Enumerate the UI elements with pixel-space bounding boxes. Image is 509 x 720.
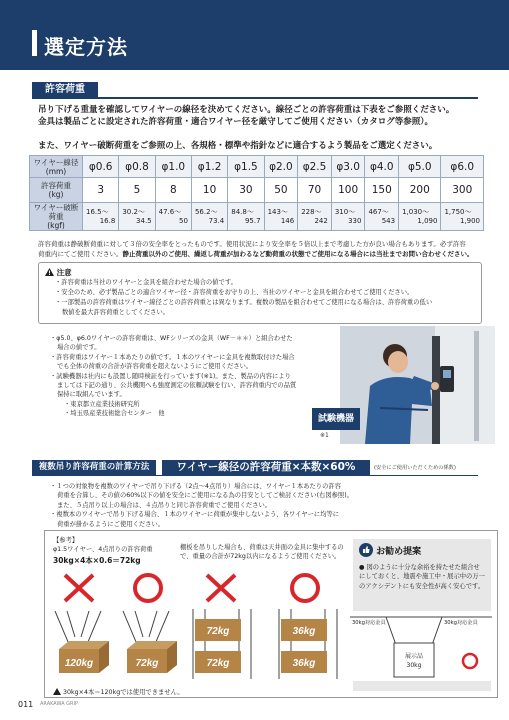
page-number: 011 (18, 700, 34, 709)
caution-item: 数値を最大許容荷重としてください。 (62, 309, 170, 316)
caution-list (55, 278, 475, 318)
diameter-cell: φ0.8 (119, 156, 155, 178)
list-item: 荷重が掛かるようにご使用ください。 (57, 520, 165, 528)
reference-subtitle: φ1.5ワイヤー、4点吊りの許容荷重 (53, 546, 153, 553)
list-item: ・複数本のワイヤーで吊り下げる場合、１本のワイヤーに荷重が集中しないよう、各ワイヤーに均等に (50, 511, 340, 519)
breaking-cell: 47.6～ 50 (155, 203, 191, 231)
row-header-breaking: ワイヤー破断荷重 (kgf) (30, 203, 83, 231)
diameter-cell: φ2.5 (298, 156, 332, 178)
reference-box (44, 530, 498, 698)
row-header-load: 許容荷重 (kg) (30, 178, 83, 203)
load-cell: 8 (155, 178, 191, 203)
table-row-diameter (30, 156, 484, 178)
intro-line-2: 金具は製品ごとに設定された許容荷重・適合ワイヤー径を厳守してご使用ください（カタログ等参照）。 (38, 117, 433, 127)
crate (281, 619, 327, 641)
diameter-cell: φ0.6 (83, 156, 119, 178)
warning-icon (45, 268, 54, 276)
list-item: 場合の値です。 (57, 344, 101, 352)
breaking-cell: 228～ 242 (298, 203, 332, 231)
display-panel (394, 643, 434, 677)
load-cell: 10 (191, 178, 227, 203)
panel-weight: 30kg (406, 662, 422, 669)
multi-suspension-label: 複数吊り許容荷重の計算方法 (32, 460, 156, 475)
diameter-cell: φ6.0 (441, 156, 484, 178)
list-item: ・東京都立産業技術研究所 (64, 400, 140, 408)
recommendation-figure (350, 611, 492, 681)
circle-mark-icon (135, 575, 161, 601)
formula-note: (安全にご使用いただくための係数) (374, 465, 456, 471)
load-cell: 70 (298, 178, 332, 203)
section-label: 許容荷重 (32, 82, 98, 98)
crate-label: 72kg (206, 626, 230, 637)
breaking-cell: 16.5～ 16.8 (83, 203, 119, 231)
caution-item: ・許容荷重は当社のワイヤーと金具を組合わせた場合の値です。 (55, 279, 237, 286)
circle-mark-icon (292, 575, 318, 601)
breaking-cell: 143～ 146 (264, 203, 298, 231)
warning-icon (53, 688, 61, 695)
load-cell: 300 (441, 178, 484, 203)
diameter-cell: φ3.0 (331, 156, 365, 178)
load-table (29, 155, 484, 231)
diameter-cell: φ4.0 (365, 156, 399, 178)
reference-middle-text: 棚板を吊りした場合も、荷重は天井面の金具に集中するので、重量の合計が72kg以内になるようご使用ください。 (180, 544, 344, 560)
recommendation-panel (353, 539, 491, 691)
crate-label: 72kg (135, 658, 159, 669)
crate-label: 36kg (292, 626, 316, 637)
load-cell: 150 (365, 178, 399, 203)
diameter-cell: φ1.0 (155, 156, 191, 178)
breaking-cell: 1,030～ 1,090 (399, 203, 441, 231)
caution-item: ・安全のため、必ず製品ごとの適合ワイヤー径・許容荷重をお守りの上、当社のワイヤーと金具を組合わせてご使用ください。 (55, 289, 414, 296)
section-rule (32, 97, 478, 99)
crate (281, 651, 327, 673)
reference-footer: 30kg×4本＝120kgでは使用できません。 (53, 687, 184, 696)
table-note-line-1: 許容荷重は静破断荷重に対して３倍の安全率をとったものです。使用状況により安全率を５倍以上まで考慮した方が良い場合もあります。必ず許容 (38, 240, 466, 248)
list-item: また、５点吊り以上の場合は、４点吊りと同じ許容荷重でご使用ください。 (57, 501, 272, 509)
list-item: ・φ5.0、φ6.0ワイヤーの許容荷重は、WFシリーズの金具（WF－＊＊）と組合わせた (50, 335, 293, 342)
list-item: ・埼玉県産業技術総合センター 他 (64, 410, 165, 418)
technician-illustration (340, 326, 495, 444)
breaking-cell: 310～ 330 (331, 203, 365, 231)
thumbs-up-icon (359, 543, 373, 557)
single-crate-figure (53, 571, 183, 683)
list-item: 荷重を合算し、その値の60%以下の値を安全にご使用になる為の目安としてご検討ください(右図参照)。 (57, 492, 353, 500)
breaking-cell: 56.2～ 73.4 (191, 203, 227, 231)
load-cell: 100 (331, 178, 365, 203)
load-cell: 30 (228, 178, 264, 203)
intro-line-1: 吊り下げる重量を確認してワイヤーの線径を決めてください。線径ごとの許容荷重は下表をご参照ください。 (38, 105, 455, 115)
reference-title: 【参考】 (53, 537, 79, 544)
intro-line-3: また、ワイヤー破断荷重をご参照の上、各規格・標準や指針などに適合するよう製品をご選定ください。 (38, 141, 438, 151)
header-accent-bar (32, 30, 37, 56)
diameter-cell: φ1.5 (228, 156, 264, 178)
diameter-cell: φ5.0 (399, 156, 441, 178)
table-row-load (30, 178, 484, 203)
circle-mark-icon (463, 654, 477, 668)
panel-label: 展示品 (404, 653, 423, 660)
list-item: ・許容荷重はワイヤー１本あたりの値です。１本のワイヤーに金具を複数取付けた場合 (50, 353, 295, 361)
multi-list (50, 482, 480, 529)
recommendation-text: ● 図のように十分な余裕を持たせた組合せにしておくと、地震や施工中・展示中の万一のアクシデントにも安全性が高く安心です。 (359, 564, 485, 590)
caution-box (38, 262, 482, 324)
page-title: 選定方法 (44, 35, 128, 59)
test-info-list (50, 334, 300, 419)
brand-footer: ARAKAWA GRIP (40, 701, 78, 707)
breaking-cell: 467～ 543 (365, 203, 399, 231)
crate-label: 72kg (206, 658, 230, 669)
caution-item: ・一部製品の許容荷重はワイヤー線径ごとの許容荷重とは異なります。複数の製品を組合わせてご使用になる場合は、許容荷重の低い (55, 299, 433, 306)
recommendation-title: お勧め提案 (359, 543, 421, 557)
crate-label: 120kg (64, 658, 94, 669)
cross-mark-icon (65, 575, 93, 601)
list-item: ・試験機器は社内にも設置し随時検証を行っています(※1)。また、製品の内容により (50, 372, 291, 380)
hook-label-right: 30kg対応金具 (444, 620, 478, 626)
crate (59, 641, 109, 673)
table-note-line-2: 荷重内にてご使用ください。静止荷重以外のご使用、繰返し荷重が加わるなど動荷重の状態でご使用になる場合には当社までお問い合わせください。 (38, 250, 474, 258)
list-item: ましては下記の通り、公共機関へも強度測定の依頼試験を行い、許容荷重内での品質 (57, 382, 297, 390)
list-item: でも全体の荷重の合計が許容荷重を超えないようにご使用ください。 (57, 363, 253, 371)
intro-text (38, 104, 478, 128)
load-cell: 3 (83, 178, 119, 203)
breaking-cell: 1,750～ 1,900 (441, 203, 484, 231)
test-equipment-badge: 試験機器 (312, 408, 360, 430)
load-cell: 50 (264, 178, 298, 203)
badge-footnote: ※1 (320, 432, 329, 439)
load-cell: 200 (399, 178, 441, 203)
cross-mark-icon (207, 575, 235, 601)
table-note (38, 239, 478, 259)
list-item: 保持に取組んでいます。 (57, 391, 126, 399)
list-item: ・１つの対象物を複数のワイヤーで吊り下げる（2点～4点吊り）場合には、ワイヤー１本あたりの許容 (50, 483, 341, 490)
breaking-cell: 30.2～ 34.5 (119, 203, 155, 231)
crate-label: 36kg (292, 658, 316, 669)
row-header-diameter: ワイヤー線径 (mm) (30, 156, 83, 178)
hook-label-left: 30kg対応金具 (352, 620, 386, 626)
formula-box: ワイヤー線径の許容荷重×本数×60% (162, 460, 370, 475)
multi-rule (32, 475, 478, 476)
shelf-crate-figure (185, 571, 351, 683)
crate (195, 651, 241, 673)
reference-calc: 30kg×4本×0.6＝72kg (53, 556, 141, 565)
crate (195, 619, 241, 641)
crate (127, 641, 177, 673)
load-cell: 5 (119, 178, 155, 203)
diameter-cell: φ1.2 (191, 156, 227, 178)
test-equipment-photo (340, 326, 495, 444)
breaking-cell: 84.8～ 95.7 (228, 203, 264, 231)
caution-heading: 注意 (45, 267, 72, 278)
diameter-cell: φ2.0 (264, 156, 298, 178)
table-row-breaking (30, 203, 484, 231)
